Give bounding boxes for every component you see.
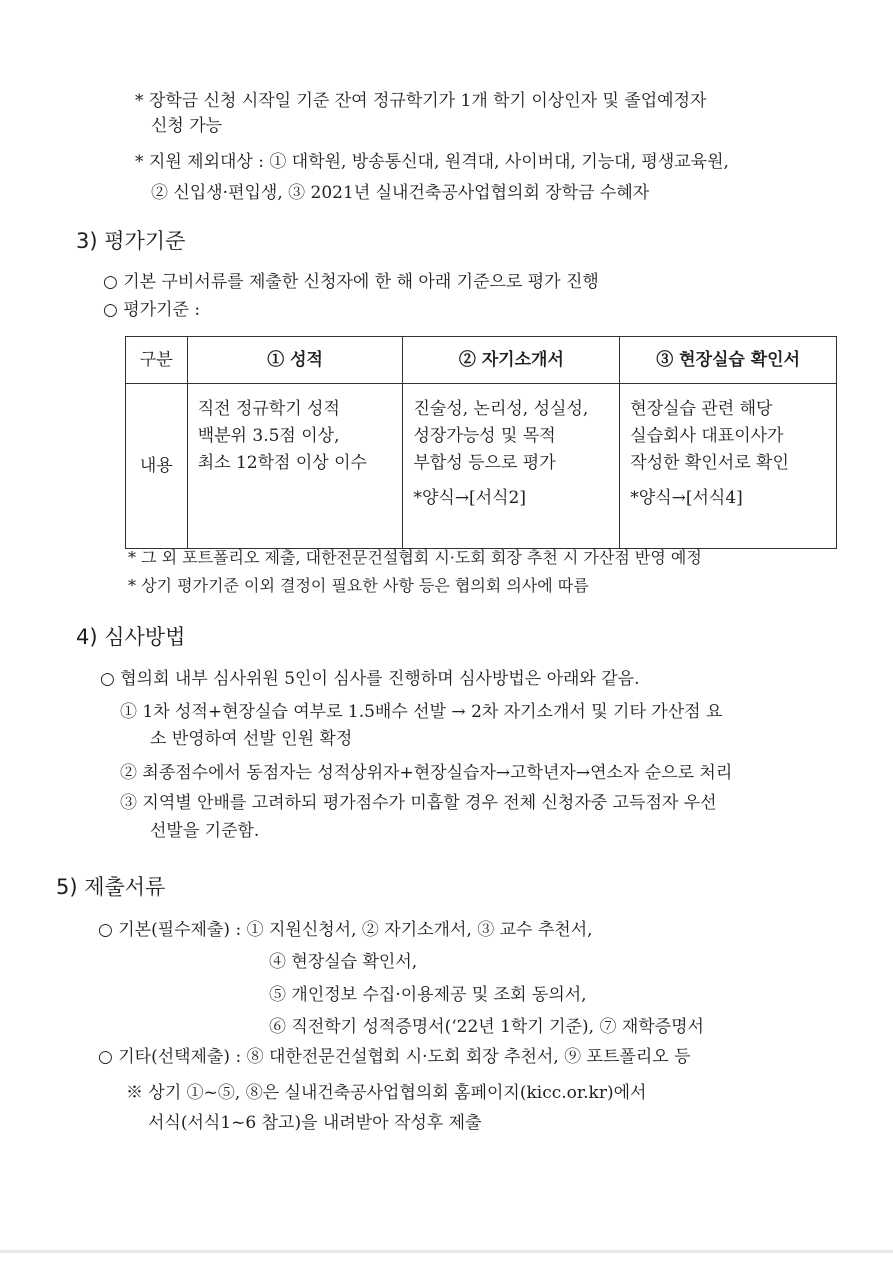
table-row-label: 내용 bbox=[126, 384, 188, 549]
table-cell-form-ref: *양식→[서식4] bbox=[630, 488, 743, 508]
section-4-heading: 4) 심사방법 bbox=[76, 625, 186, 649]
note-council-decision: * 상기 평가기준 이외 결정이 필요한 사항 등은 협의회 의사에 따름 bbox=[128, 576, 589, 595]
table-cell-grades bbox=[187, 384, 403, 549]
section-5-line: 서식(서식1~6 참고)을 내려받아 작성후 제출 bbox=[148, 1113, 482, 1133]
note-exclusions-cont: ② 신입생·편입생, ③ 2021년 실내건축공사업협의회 장학금 수혜자 bbox=[151, 183, 650, 203]
table-header-row bbox=[126, 337, 837, 384]
section-5-line: ○ 기타(선택제출) : ⑧ 대한전문건설협회 시·도회 회장 추천서, ⑨ 포트폴리오 등 bbox=[98, 1047, 691, 1067]
table-header-grades: ① 성적 bbox=[187, 337, 403, 384]
section-5-heading: 5) 제출서류 bbox=[56, 875, 166, 899]
table-cell-form-ref: *양식→[서식2] bbox=[413, 488, 526, 508]
table-cell-line: 진술성, 논리성, 성실성, bbox=[413, 399, 589, 419]
section-3-heading: 3) 평가기준 bbox=[76, 229, 186, 253]
section-5-line: ⑤ 개인정보 수집·이용제공 및 조회 동의서, bbox=[269, 985, 587, 1005]
section-5-line: ※ 상기 ①~⑤, ⑧은 실내건축공사업협의회 홈페이지(kicc.or.kr)에서 bbox=[126, 1083, 647, 1103]
note-portfolio-bonus: * 그 외 포트폴리오 제출, 대한전문건설협회 시·도회 회장 추천 시 가산점 반영 예정 bbox=[128, 548, 702, 567]
scan-edge-divider bbox=[0, 1250, 893, 1253]
note-exclusions: * 지원 제외대상 : ① 대학원, 방송통신대, 원격대, 사이버대, 기능대, 평생교육원, bbox=[135, 152, 729, 172]
section-4-line: 소 반영하여 선발 인원 확정 bbox=[150, 729, 353, 749]
table-cell-internship bbox=[620, 384, 837, 549]
table-header-self-intro: ② 자기소개서 bbox=[403, 337, 620, 384]
note-remaining-semester: * 장학금 신청 시작일 기준 잔여 정규학기가 1개 학기 이상인자 및 졸업예정자 bbox=[135, 91, 707, 111]
section-5-line: ④ 현장실습 확인서, bbox=[269, 952, 418, 972]
section-3-line: ○ 평가기준 : bbox=[103, 300, 201, 320]
note-remaining-semester-cont: 신청 가능 bbox=[151, 116, 223, 136]
section-3-line: ○ 기본 구비서류를 제출한 신청자에 한 해 아래 기준으로 평가 진행 bbox=[103, 272, 599, 292]
table-cell-line: 최소 12학점 이상 이수 bbox=[197, 453, 367, 473]
table-cell-line: 백분위 3.5점 이상, bbox=[197, 426, 340, 446]
section-5-line: ○ 기본(필수제출) : ① 지원신청서, ② 자기소개서, ③ 교수 추천서, bbox=[98, 920, 593, 940]
section-4-line: ③ 지역별 안배를 고려하되 평가점수가 미흡할 경우 전체 신청자중 고득점자 우선 bbox=[120, 793, 717, 813]
table-header-internship: ③ 현장실습 확인서 bbox=[620, 337, 837, 384]
section-5-line: ⑥ 직전학기 성적증명서(‘22년 1학기 기준), ⑦ 재학증명서 bbox=[269, 1017, 704, 1037]
table-header-category: 구분 bbox=[126, 337, 188, 384]
section-4-line: ② 최종점수에서 동점자는 성적상위자+현장실습자→고학년자→연소자 순으로 처리 bbox=[120, 763, 733, 783]
table-cell-line: 부합성 등으로 평가 bbox=[413, 453, 556, 473]
table-cell-line: 성장가능성 및 목적 bbox=[413, 426, 556, 446]
table-cell-line: 직전 정규학기 성적 bbox=[197, 399, 340, 419]
evaluation-criteria-table bbox=[125, 336, 837, 549]
section-4-line: ① 1차 성적+현장실습 여부로 1.5배수 선발 → 2차 자기소개서 및 기타 가산점 요 bbox=[120, 702, 723, 722]
table-cell-self-intro bbox=[403, 384, 620, 549]
table-cell-line: 현장실습 관련 해당 bbox=[630, 399, 773, 419]
table-row bbox=[126, 384, 837, 549]
table-cell-line: 실습회사 대표이사가 bbox=[630, 426, 784, 446]
table-cell-line: 작성한 확인서로 확인 bbox=[630, 453, 789, 473]
section-4-line: 선발을 기준함. bbox=[150, 821, 260, 841]
section-4-line: ○ 협의회 내부 심사위원 5인이 심사를 진행하며 심사방법은 아래와 같음. bbox=[100, 669, 640, 689]
